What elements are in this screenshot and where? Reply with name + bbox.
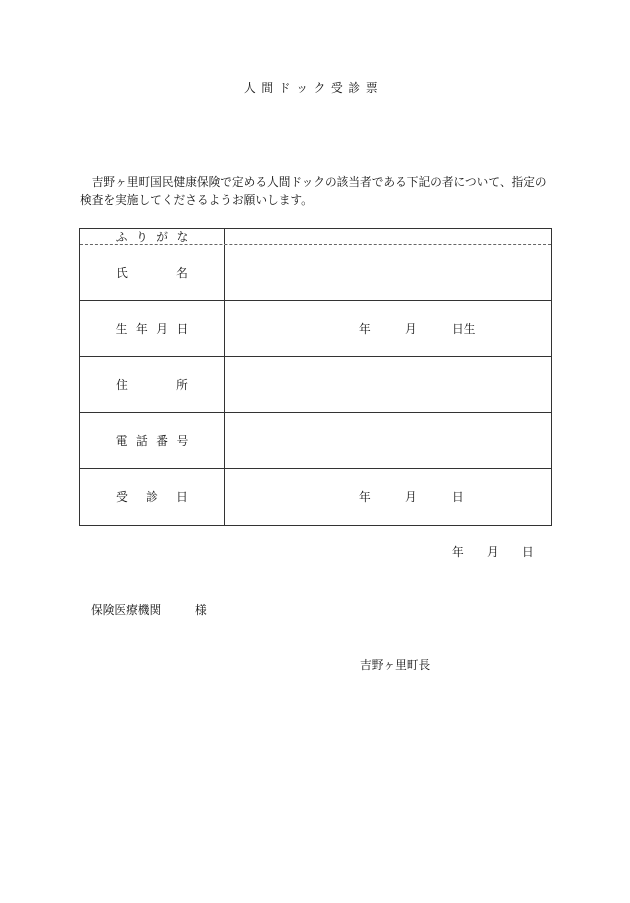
issue-day-label: 日	[522, 545, 534, 559]
birthdate-day-label: 日生	[452, 321, 476, 336]
birthdate-field	[225, 301, 551, 356]
birthdate-label: 生 年 月 日	[115, 321, 189, 336]
examinee-table	[79, 228, 552, 526]
name-field	[225, 245, 551, 300]
name-label: 氏 名	[116, 265, 188, 280]
issuer-name: 吉野ヶ里町長	[360, 658, 431, 672]
address-field	[225, 357, 551, 412]
phone-row	[80, 412, 551, 468]
furigana-label: ふ り が な	[115, 229, 189, 244]
furigana-label-cell	[80, 229, 225, 244]
birthdate-year-label: 年	[359, 321, 371, 336]
name-row	[80, 244, 551, 300]
intro-line: 検査を実施してくださるようお願いします。	[80, 193, 313, 207]
phone-label-cell	[80, 413, 225, 468]
exam-month-label: 月	[405, 490, 417, 504]
exam-date-field	[225, 469, 551, 525]
birthdate-month-label: 月	[405, 321, 417, 336]
address-label-cell	[80, 357, 225, 412]
address-row	[80, 356, 551, 412]
furigana-row	[80, 229, 551, 244]
name-label-cell	[80, 245, 225, 300]
issue-month-label: 月	[487, 545, 499, 559]
birthdate-label-cell	[80, 301, 225, 356]
address-label: 住 所	[116, 377, 188, 392]
furigana-field	[225, 229, 551, 244]
issue-date	[0, 543, 630, 561]
intro-line: 吉野ヶ里町国民健康保険で定める人間ドックの該当者である下記の者について、指定の	[91, 175, 547, 189]
exam-year-label: 年	[359, 490, 371, 504]
exam-date-label-cell	[80, 469, 225, 525]
addressee-honorific: 様	[195, 603, 207, 617]
form-title: 人 間 ド ッ ク 受 診 票	[244, 81, 378, 95]
phone-label: 電 話 番 号	[115, 433, 189, 448]
issue-year-label: 年	[452, 545, 464, 559]
exam-date-label: 受 診 日	[116, 490, 188, 504]
birthdate-row	[80, 300, 551, 356]
intro-paragraph	[80, 173, 552, 209]
phone-field	[225, 413, 551, 468]
addressee-line	[0, 601, 630, 619]
exam-day-label: 日	[452, 490, 464, 504]
exam-date-row	[80, 468, 551, 525]
addressee-name: 保険医療機関	[91, 603, 162, 617]
